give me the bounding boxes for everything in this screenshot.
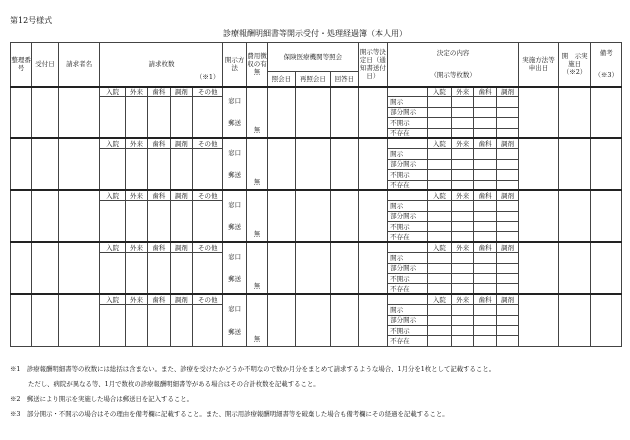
method-yuusou: 郵送	[228, 275, 242, 284]
decision-count-cell[interactable]	[496, 253, 518, 263]
decision-blank-head	[388, 242, 428, 252]
category-label: その他	[192, 87, 223, 97]
decision-count-cell[interactable]	[496, 325, 518, 335]
cell-jisshi-houhou[interactable]	[519, 294, 559, 346]
decision-label: 部分開示	[388, 211, 428, 221]
header-kettei-naiyou	[388, 43, 519, 87]
decision-count-cell[interactable]	[427, 97, 451, 107]
category-count-cell[interactable]	[125, 201, 147, 243]
decision-blank-head	[388, 294, 428, 304]
cell-kaiji-jisshibi[interactable]	[558, 242, 591, 294]
decision-count-cell[interactable]	[452, 315, 474, 325]
cell-seiri-bango[interactable]	[11, 190, 32, 242]
decision-label: 不開示	[388, 170, 428, 180]
decision-count-cell[interactable]	[474, 274, 496, 284]
category-label: 入院	[100, 190, 125, 200]
decision-label: 不存在	[388, 232, 428, 242]
decision-count-cell[interactable]	[496, 274, 518, 284]
decision-count-cell[interactable]	[452, 159, 474, 169]
decision-count-cell[interactable]	[427, 170, 451, 180]
category-count-cell[interactable]	[148, 97, 170, 139]
header-saishokaibi: 再照会日	[295, 72, 331, 87]
decision-label: 開示	[388, 201, 428, 211]
decision-count-cell[interactable]	[452, 305, 474, 315]
category-count-cell[interactable]	[125, 149, 147, 191]
cell-uketsukebi[interactable]	[32, 190, 58, 242]
decision-label: 開示	[388, 149, 428, 159]
cell-kaitoubi[interactable]	[331, 87, 358, 139]
decision-label: 部分開示	[388, 263, 428, 273]
decision-blank-head	[388, 138, 428, 148]
category-label: その他	[192, 138, 223, 148]
category-label: 調剤	[170, 242, 192, 252]
note3-mark: （※3）	[594, 71, 618, 80]
cell-shokaibi[interactable]	[268, 138, 295, 190]
category-count-cell[interactable]	[100, 253, 125, 295]
method-cell[interactable]	[223, 294, 246, 346]
record-row	[11, 138, 622, 148]
decision-label: 不開示	[388, 222, 428, 232]
cell-seikyusha[interactable]	[58, 294, 100, 346]
decision-label: 不存在	[388, 284, 428, 294]
decision-count-cell[interactable]	[427, 325, 451, 335]
decision-count-cell[interactable]	[474, 128, 496, 138]
method-yuusou: 郵送	[228, 171, 242, 180]
category-label: 歯科	[148, 87, 170, 97]
decision-count-cell[interactable]	[496, 336, 518, 346]
decision-count-cell[interactable]	[474, 284, 496, 294]
category-label: 歯科	[148, 242, 170, 252]
category-label: 歯科	[148, 190, 170, 200]
decision-label: 開示	[388, 305, 428, 315]
decision-count-cell[interactable]	[474, 336, 496, 346]
decision-count-cell[interactable]	[427, 159, 451, 169]
decision-count-cell[interactable]	[496, 128, 518, 138]
fee-cell[interactable]: 無	[246, 138, 267, 190]
decision-count-cell[interactable]	[452, 107, 474, 117]
decision-count-cell[interactable]	[496, 284, 518, 294]
cell-saishokaibi[interactable]	[295, 242, 331, 294]
decision-category-label: 歯科	[474, 138, 496, 148]
decision-count-cell[interactable]	[427, 128, 451, 138]
cell-kaiji-kettei[interactable]	[358, 242, 387, 294]
decision-count-cell[interactable]	[452, 118, 474, 128]
decision-count-cell[interactable]	[427, 305, 451, 315]
category-label: 入院	[100, 294, 125, 304]
decision-count-cell[interactable]	[452, 222, 474, 232]
footnote-2: ※2 郵送により開示を実施した場合は郵送日を記入すること。	[10, 395, 194, 403]
fee-cell[interactable]: 無	[246, 242, 267, 294]
note2-mark: （※2）	[562, 68, 587, 77]
decision-label: 不存在	[388, 336, 428, 346]
cell-seikyusha[interactable]	[58, 138, 100, 190]
header-kaiji-jisshibi-label: 開 示実施日	[561, 52, 588, 69]
decision-count-cell[interactable]	[427, 118, 451, 128]
decision-count-cell[interactable]	[452, 325, 474, 335]
category-label: その他	[192, 190, 223, 200]
method-madoguchi: 窓口	[228, 149, 242, 158]
cell-saishokaibi[interactable]	[295, 138, 331, 190]
method-cell[interactable]	[223, 138, 246, 190]
decision-category-label: 入院	[427, 190, 451, 200]
cell-seikyusha[interactable]	[58, 190, 100, 242]
decision-category-label: 調剤	[496, 294, 518, 304]
decision-blank-head	[388, 87, 428, 97]
decision-count-cell[interactable]	[452, 284, 474, 294]
decision-count-cell[interactable]	[452, 232, 474, 242]
decision-count-cell[interactable]	[452, 274, 474, 284]
decision-count-cell[interactable]	[427, 149, 451, 159]
decision-count-cell[interactable]	[496, 315, 518, 325]
category-count-cell[interactable]	[148, 149, 170, 191]
category-count-cell[interactable]	[170, 97, 192, 139]
cell-saishokaibi[interactable]	[295, 87, 331, 139]
cell-kaiji-kettei[interactable]	[358, 87, 387, 139]
decision-count-cell[interactable]	[496, 107, 518, 117]
decision-count-cell[interactable]	[474, 232, 496, 242]
decision-count-cell[interactable]	[427, 336, 451, 346]
category-label: 調剤	[170, 87, 192, 97]
category-label: 調剤	[170, 294, 192, 304]
decision-count-cell[interactable]	[452, 128, 474, 138]
decision-count-cell[interactable]	[496, 118, 518, 128]
category-label: その他	[192, 242, 223, 252]
cell-kaiji-jisshibi[interactable]	[558, 294, 591, 346]
category-count-cell[interactable]	[100, 149, 125, 191]
decision-category-label: 調剤	[496, 87, 518, 97]
cell-kaiji-kettei[interactable]	[358, 138, 387, 190]
decision-category-label: 歯科	[474, 190, 496, 200]
footnote-1b: ただし、病院が異なる等、1月で数枚の診療報酬明細書等がある場合はその合計枚数を記載すること。	[28, 380, 320, 388]
cell-bikou[interactable]	[591, 190, 622, 242]
category-count-cell[interactable]	[125, 305, 147, 347]
record-row	[11, 294, 622, 304]
decision-count-cell[interactable]	[427, 201, 451, 211]
cell-saishokaibi[interactable]	[295, 294, 331, 346]
cell-kaitoubi[interactable]	[331, 242, 358, 294]
decision-count-cell[interactable]	[496, 97, 518, 107]
decision-count-cell[interactable]	[427, 284, 451, 294]
cell-jisshi-houhou[interactable]	[519, 138, 559, 190]
register-table	[10, 42, 622, 347]
cell-bikou[interactable]	[591, 294, 622, 346]
decision-count-cell[interactable]	[452, 336, 474, 346]
header-seikyu-maisu-label: 請求枚数	[148, 60, 175, 69]
category-count-cell[interactable]	[192, 149, 223, 191]
decision-count-cell[interactable]	[496, 170, 518, 180]
category-count-cell[interactable]	[192, 201, 223, 243]
category-count-cell[interactable]	[192, 305, 223, 347]
fee-cell[interactable]: 無	[246, 294, 267, 346]
decision-category-label: 調剤	[496, 190, 518, 200]
decision-count-cell[interactable]	[474, 97, 496, 107]
decision-category-label: 外来	[452, 87, 474, 97]
cell-jisshi-houhou[interactable]	[519, 190, 559, 242]
category-label: 外来	[125, 138, 147, 148]
record-row	[11, 242, 622, 252]
cell-uketsukebi[interactable]	[32, 242, 58, 294]
category-label: 歯科	[148, 294, 170, 304]
decision-label: 開示	[388, 97, 428, 107]
decision-count-cell[interactable]	[474, 305, 496, 315]
decision-count-cell[interactable]	[474, 180, 496, 190]
header-seikyu-maisu	[100, 43, 223, 87]
decision-count-cell[interactable]	[474, 211, 496, 221]
form-number: 第12号様式	[10, 16, 53, 25]
decision-count-cell[interactable]	[427, 232, 451, 242]
decision-count-cell[interactable]	[452, 180, 474, 190]
category-label: 入院	[100, 138, 125, 148]
record-row	[11, 87, 622, 97]
decision-count-cell[interactable]	[474, 107, 496, 117]
cell-bikou[interactable]	[591, 242, 622, 294]
category-count-cell[interactable]	[148, 253, 170, 295]
header-jisshi-houhou: 実施方法等申出日	[519, 43, 559, 87]
decision-category-label: 歯科	[474, 294, 496, 304]
category-count-cell[interactable]	[170, 253, 192, 295]
category-count-cell[interactable]	[170, 305, 192, 347]
decision-label: 開示	[388, 253, 428, 263]
header-bikou	[591, 43, 622, 87]
category-label: その他	[192, 294, 223, 304]
category-label: 歯科	[148, 138, 170, 148]
header-kaiji-kettei: 開示等決定日（通知書送付日）	[358, 43, 387, 87]
decision-category-label: 外来	[452, 294, 474, 304]
decision-count-cell[interactable]	[427, 107, 451, 117]
cell-kaiji-kettei[interactable]	[358, 294, 387, 346]
category-count-cell[interactable]	[125, 97, 147, 139]
decision-count-cell[interactable]	[427, 253, 451, 263]
category-count-cell[interactable]	[100, 201, 125, 243]
category-count-cell[interactable]	[192, 97, 223, 139]
category-count-cell[interactable]	[148, 201, 170, 243]
header-shokaibi: 照会日	[268, 72, 295, 87]
category-count-cell[interactable]	[192, 253, 223, 295]
cell-jisshi-houhou[interactable]	[519, 242, 559, 294]
decision-count-cell[interactable]	[427, 274, 451, 284]
header-hoken-shokai: 保険医療機関等照会	[268, 43, 358, 72]
cell-kaitoubi[interactable]	[331, 138, 358, 190]
category-label: 外来	[125, 294, 147, 304]
header-seikyusha: 請求者名	[58, 43, 100, 87]
method-yuusou: 郵送	[228, 119, 242, 128]
method-cell[interactable]	[223, 87, 246, 139]
header-kettei-naiyou-label: 決定の内容	[436, 49, 470, 58]
header-kaiji-jisshibi	[558, 43, 591, 87]
decision-count-cell[interactable]	[474, 201, 496, 211]
header-hiyou: 費用徴収の有無	[246, 43, 267, 87]
header-kaiji-maisu: （開示等枚数）	[430, 71, 476, 80]
header-kaitoubi: 回答日	[331, 72, 358, 87]
decision-count-cell[interactable]	[474, 170, 496, 180]
method-yuusou: 郵送	[228, 327, 242, 336]
decision-count-cell[interactable]	[427, 222, 451, 232]
fee-cell[interactable]: 無	[246, 87, 267, 139]
cell-kaiji-kettei[interactable]	[358, 190, 387, 242]
header-seiri-bango: 整理番号	[11, 43, 32, 87]
decision-count-cell[interactable]	[427, 315, 451, 325]
decision-count-cell[interactable]	[474, 315, 496, 325]
footnote-3: ※3 部分開示・不開示の場合はその理由を備考欄に記載すること。また、開示用診療報酬明細書等を破棄した場合も備考欄にその経過を記載すること。	[10, 410, 449, 418]
decision-label: 部分開示	[388, 315, 428, 325]
decision-count-cell[interactable]	[496, 232, 518, 242]
footnotes	[10, 362, 622, 422]
record-rows	[11, 87, 622, 347]
decision-category-label: 外来	[452, 242, 474, 252]
decision-label: 部分開示	[388, 159, 428, 169]
decision-count-cell[interactable]	[474, 149, 496, 159]
decision-category-label: 外来	[452, 190, 474, 200]
cell-kaiji-jisshibi[interactable]	[558, 87, 591, 139]
cell-shokaibi[interactable]	[268, 190, 295, 242]
cell-shokaibi[interactable]	[268, 242, 295, 294]
header-bikou-label: 備考	[599, 49, 613, 58]
cell-uketsukebi[interactable]	[32, 138, 58, 190]
decision-label: 不開示	[388, 325, 428, 335]
decision-label: 不開示	[388, 118, 428, 128]
category-count-cell[interactable]	[148, 305, 170, 347]
footnote-1: ※1 診療報酬明細書等の枚数には総括は含まない。また、診療を受けたかどうか不明なので数か月分をまとめて請求するような場合、1月分を1枚として記載すること。	[10, 365, 496, 373]
category-label: 入院	[100, 242, 125, 252]
decision-count-cell[interactable]	[474, 325, 496, 335]
cell-uketsukebi[interactable]	[32, 294, 58, 346]
category-count-cell[interactable]	[170, 149, 192, 191]
category-count-cell[interactable]	[100, 97, 125, 139]
method-madoguchi: 窓口	[228, 97, 242, 106]
decision-count-cell[interactable]	[452, 263, 474, 273]
decision-count-cell[interactable]	[474, 263, 496, 273]
method-cell[interactable]	[223, 190, 246, 242]
cell-seikyusha[interactable]	[58, 87, 100, 139]
method-yuusou: 郵送	[228, 223, 242, 232]
category-count-cell[interactable]	[170, 201, 192, 243]
decision-count-cell[interactable]	[452, 170, 474, 180]
cell-jisshi-houhou[interactable]	[519, 87, 559, 139]
cell-kaitoubi[interactable]	[331, 294, 358, 346]
decision-category-label: 調剤	[496, 242, 518, 252]
decision-count-cell[interactable]	[452, 149, 474, 159]
header-uketsukebi: 受付日	[32, 43, 58, 87]
decision-count-cell[interactable]	[474, 159, 496, 169]
cell-shokaibi[interactable]	[268, 87, 295, 139]
decision-count-cell[interactable]	[496, 211, 518, 221]
decision-category-label: 入院	[427, 87, 451, 97]
decision-count-cell[interactable]	[452, 97, 474, 107]
cell-kaitoubi[interactable]	[331, 190, 358, 242]
decision-count-cell[interactable]	[496, 201, 518, 211]
decision-blank-head	[388, 190, 428, 200]
decision-label: 不開示	[388, 274, 428, 284]
cell-seiri-bango[interactable]	[11, 87, 32, 139]
category-label: 調剤	[170, 138, 192, 148]
decision-category-label: 歯科	[474, 242, 496, 252]
method-cell[interactable]	[223, 242, 246, 294]
category-label: 入院	[100, 87, 125, 97]
cell-saishokaibi[interactable]	[295, 190, 331, 242]
cell-seiri-bango[interactable]	[11, 138, 32, 190]
decision-count-cell[interactable]	[496, 159, 518, 169]
category-count-cell[interactable]	[125, 253, 147, 295]
method-madoguchi: 窓口	[228, 305, 242, 314]
decision-count-cell[interactable]	[496, 263, 518, 273]
document-title: 診療報酬明細書等開示受付・処理経過簿（本人用）	[223, 29, 407, 38]
cell-kaiji-jisshibi[interactable]	[558, 190, 591, 242]
decision-count-cell[interactable]	[496, 180, 518, 190]
decision-category-label: 歯科	[474, 87, 496, 97]
method-madoguchi: 窓口	[228, 253, 242, 262]
decision-label: 部分開示	[388, 107, 428, 117]
cell-kaiji-jisshibi[interactable]	[558, 138, 591, 190]
decision-count-cell[interactable]	[496, 222, 518, 232]
decision-category-label: 入院	[427, 242, 451, 252]
cell-uketsukebi[interactable]	[32, 87, 58, 139]
cell-bikou[interactable]	[591, 138, 622, 190]
record-row	[11, 190, 622, 200]
decision-count-cell[interactable]	[452, 211, 474, 221]
decision-count-cell[interactable]	[452, 253, 474, 263]
decision-count-cell[interactable]	[452, 201, 474, 211]
method-madoguchi: 窓口	[228, 201, 242, 210]
category-label: 外来	[125, 190, 147, 200]
cell-seiri-bango[interactable]	[11, 294, 32, 346]
cell-bikou[interactable]	[591, 87, 622, 139]
decision-label: 不存在	[388, 128, 428, 138]
category-count-cell[interactable]	[100, 305, 125, 347]
category-label: 外来	[125, 242, 147, 252]
decision-category-label: 外来	[452, 138, 474, 148]
decision-count-cell[interactable]	[427, 180, 451, 190]
decision-count-cell[interactable]	[427, 263, 451, 273]
decision-count-cell[interactable]	[474, 222, 496, 232]
fee-cell[interactable]: 無	[246, 190, 267, 242]
decision-count-cell[interactable]	[496, 305, 518, 315]
header-rows	[11, 43, 622, 87]
decision-category-label: 調剤	[496, 138, 518, 148]
decision-category-label: 入院	[427, 138, 451, 148]
decision-count-cell[interactable]	[496, 149, 518, 159]
cell-seiri-bango[interactable]	[11, 242, 32, 294]
decision-count-cell[interactable]	[427, 211, 451, 221]
category-label: 調剤	[170, 190, 192, 200]
note1-mark: （※1）	[195, 73, 220, 82]
decision-count-cell[interactable]	[474, 118, 496, 128]
cell-seikyusha[interactable]	[58, 242, 100, 294]
cell-shokaibi[interactable]	[268, 294, 295, 346]
decision-label: 不存在	[388, 180, 428, 190]
decision-category-label: 入院	[427, 294, 451, 304]
category-label: 外来	[125, 87, 147, 97]
decision-count-cell[interactable]	[474, 253, 496, 263]
header-kaiji-houhou: 開示方法	[223, 43, 246, 87]
